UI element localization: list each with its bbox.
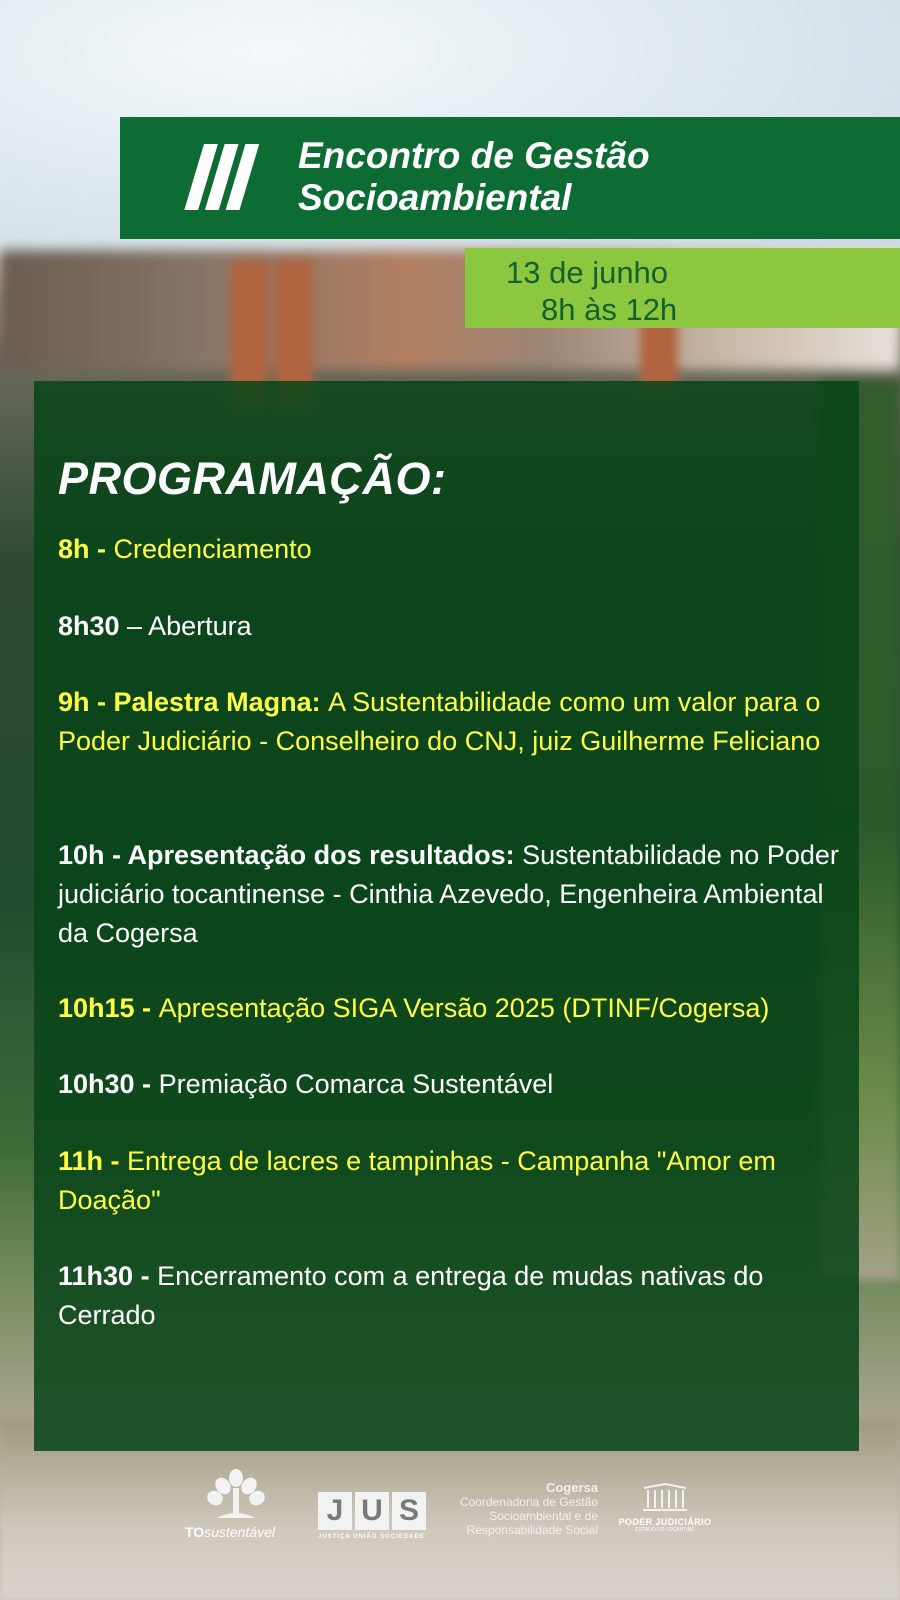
cogersa-description: Coordenadoria de Gestão Socioambiental e de Responsabilidade Social: [459, 1495, 598, 1537]
program-item-time: 10h15 -: [58, 993, 159, 1023]
program-heading: PROGRAMAÇÃO:: [58, 453, 447, 504]
jus-letter: S: [392, 1492, 426, 1530]
program-item: [58, 683, 848, 761]
program-item: [58, 1065, 848, 1104]
building-icon: [640, 1482, 690, 1512]
jus-logo: [318, 1492, 426, 1532]
program-item-time: 11h -: [58, 1146, 128, 1176]
program-item-time: 9h - Palestra Magna:: [58, 687, 329, 717]
poder-judiciario-logo: [616, 1482, 714, 1533]
event-title-line1: Encontro de Gestão: [298, 135, 650, 176]
event-title-line2: Socioambiental: [298, 177, 572, 218]
event-title: [298, 135, 650, 219]
jus-subtitle: JUSTIÇA UNIÃO SOCIEDADE: [318, 1534, 425, 1540]
program-item-text: A Sustentabilidade como um valor para o Poder Judiciário - Conselheiro do CNJ, juiz Guilherme Feliciano: [58, 687, 821, 756]
event-time: 8h às 12h: [541, 292, 678, 327]
program-item-text: Premiação Comarca Sustentável: [158, 1069, 554, 1099]
jus-letter: U: [355, 1492, 389, 1530]
program-item: [58, 1257, 848, 1335]
program-item: [58, 1142, 848, 1220]
event-edition-number: III: [180, 124, 254, 231]
cogersa-logo: [440, 1480, 598, 1537]
event-date: 13 de junho: [506, 255, 669, 290]
program-item-text: – Abertura: [119, 611, 252, 641]
program-item-text: Entrega de lacres e tampinhas - Campanha "Amor em Doação": [58, 1146, 776, 1215]
program-item: [58, 836, 848, 953]
tree-icon: [205, 1468, 267, 1524]
program-item-text: Sustentabilidade no Poder judiciário tocantinense - Cinthia Azevedo, Engenheira Ambiental da Cogersa: [58, 840, 839, 948]
tosustentavel-logo: [185, 1468, 290, 1548]
cogersa-name: Cogersa: [545, 1480, 598, 1495]
program-item-time: 8h30: [58, 611, 120, 641]
program-item-time: 10h - Apresentação dos resultados:: [58, 840, 523, 870]
program-item-text: Encerramento com a entrega de mudas nativas do Cerrado: [58, 1261, 764, 1330]
program-item: [58, 989, 848, 1028]
poder-judiciario-subtitle: ESTADO DO TOCANTINS: [635, 1527, 695, 1533]
program-item-text: Apresentação SIGA Versão 2025 (DTINF/Cogersa): [158, 993, 770, 1023]
tosustentavel-text: TOsustentável: [185, 1524, 276, 1540]
jus-letter: J: [318, 1492, 352, 1530]
program-item-text: Credenciamento: [113, 534, 312, 564]
program-item-time: 8h -: [58, 534, 114, 564]
program-item-time: 10h30 -: [58, 1069, 159, 1099]
program-item: [58, 607, 848, 646]
program-item: [58, 530, 848, 569]
program-item-time: 11h30 -: [58, 1261, 158, 1291]
poder-judiciario-name: PODER JUDICIÁRIO: [618, 1517, 712, 1527]
